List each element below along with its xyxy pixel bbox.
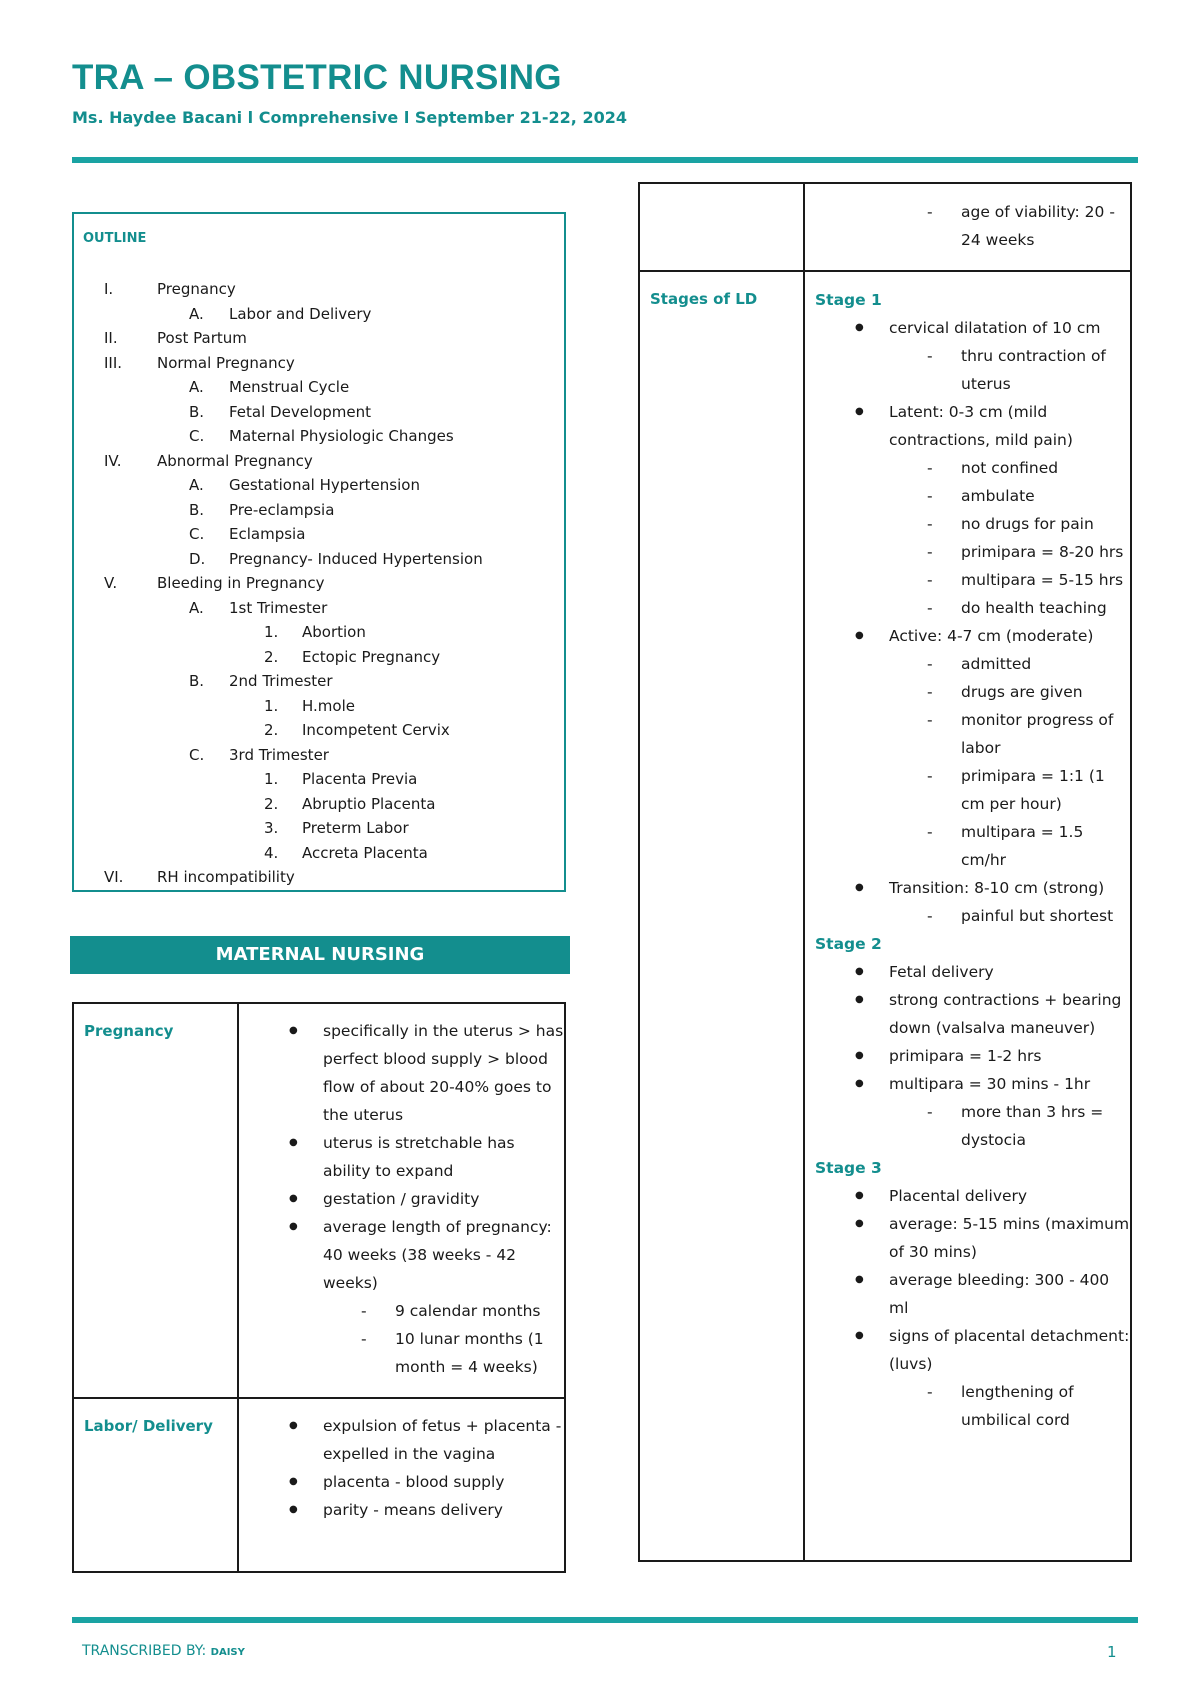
sub-item: - ambulate bbox=[805, 482, 1130, 510]
stage-heading: Stage 2 bbox=[815, 935, 882, 953]
sub-item: - 10 lunar months (1 month = 4 weeks) bbox=[239, 1325, 564, 1381]
bullet-item: ● parity - means delivery bbox=[239, 1496, 564, 1524]
maternal-table bbox=[72, 1002, 566, 1573]
sub-item: - 9 calendar months bbox=[239, 1297, 564, 1325]
stages-notes-list bbox=[805, 286, 1130, 1434]
outline-marker: A. bbox=[189, 304, 204, 323]
outline-marker: B. bbox=[189, 402, 205, 421]
outline-item: Pregnancy- Induced Hypertension bbox=[229, 549, 483, 568]
bullet-item: ● Transition: 8-10 cm (strong) bbox=[805, 874, 1130, 902]
bullet-item: ● Active: 4-7 cm (moderate) bbox=[805, 622, 1130, 650]
table-row bbox=[73, 1003, 565, 1398]
stage-heading: Stage 1 bbox=[815, 291, 882, 309]
outline-item: Abortion bbox=[302, 623, 366, 641]
sub-item: - thru contraction of uterus bbox=[805, 342, 1130, 398]
sub-item: - lengthening of umbilical cord bbox=[805, 1378, 1130, 1434]
bullet-item: ● placenta - blood supply bbox=[239, 1468, 564, 1496]
outline-item: Pre-eclampsia bbox=[229, 500, 335, 519]
sub-item: - primipara = 1:1 (1 cm per hour) bbox=[805, 762, 1130, 818]
table-row bbox=[639, 271, 1131, 1561]
outline-marker: 2. bbox=[264, 647, 279, 666]
outline-item: Pregnancy bbox=[157, 280, 236, 298]
sub-item: - monitor progress of labor bbox=[805, 706, 1130, 762]
outline-item: Maternal Physiologic Changes bbox=[229, 427, 454, 445]
outline-item: 1st Trimester bbox=[229, 598, 328, 617]
bullet-item: ● expulsion of fetus + placenta - expelled in the vagina bbox=[239, 1412, 564, 1468]
header-divider bbox=[72, 157, 1138, 163]
outline-marker: II. bbox=[104, 329, 118, 347]
outline-marker: V. bbox=[104, 574, 118, 592]
outline-marker: B. bbox=[189, 672, 205, 690]
outline-item: Eclampsia bbox=[229, 525, 306, 543]
sub-item: - multipara = 1.5 cm/hr bbox=[805, 818, 1130, 874]
table-row bbox=[639, 183, 1131, 271]
bullet-item: ● gestation / gravidity bbox=[239, 1185, 564, 1213]
outline-marker: C. bbox=[189, 427, 205, 445]
bullet-item: ● signs of placental detachment: (luvs) bbox=[805, 1322, 1130, 1378]
sub-item: - painful but shortest bbox=[805, 902, 1130, 930]
viability-notes-list bbox=[805, 198, 1130, 254]
outline-item: 2nd Trimester bbox=[229, 672, 333, 690]
outline-item: 3rd Trimester bbox=[229, 745, 329, 764]
outline-item: Accreta Placenta bbox=[302, 843, 428, 862]
outline-item: Post Partum bbox=[157, 329, 247, 347]
row-label-stages: Stages of LD bbox=[650, 290, 758, 308]
row-label-empty bbox=[640, 184, 803, 202]
pregnancy-notes-list bbox=[239, 1017, 564, 1381]
outline-item: Incompetent Cervix bbox=[302, 721, 450, 739]
bullet-item: ● primipara = 1-2 hrs bbox=[805, 1042, 1130, 1070]
bullet-item: ● multipara = 30 mins - 1hr bbox=[805, 1070, 1130, 1098]
outline-marker: 1. bbox=[264, 696, 279, 715]
sub-item: - age of viability: 20 - 24 weeks bbox=[805, 198, 1130, 254]
outline-marker: A. bbox=[189, 476, 204, 494]
outline-item: RH incompatibility bbox=[157, 868, 295, 886]
bullet-item: ● Latent: 0-3 cm (mild contractions, mild pain) bbox=[805, 398, 1130, 454]
bullet-item: ● average length of pregnancy: 40 weeks (38 weeks - 42 weeks) bbox=[239, 1213, 564, 1297]
outline-marker: B. bbox=[189, 500, 205, 519]
outline-marker: 1. bbox=[264, 770, 279, 788]
outline-marker: 2. bbox=[264, 721, 279, 739]
footer-credit bbox=[82, 1643, 245, 1659]
sub-item: - multipara = 5-15 hrs bbox=[805, 566, 1130, 594]
outline-item: H.mole bbox=[302, 696, 355, 715]
labor-delivery-notes-list bbox=[239, 1412, 564, 1524]
row-label-pregnancy: Pregnancy bbox=[84, 1022, 174, 1040]
outline-item: Ectopic Pregnancy bbox=[302, 647, 441, 666]
outline-marker: 4. bbox=[264, 843, 279, 862]
outline-marker: 3. bbox=[264, 819, 279, 837]
outline-item: Abnormal Pregnancy bbox=[157, 451, 313, 470]
outline-marker: A. bbox=[189, 598, 204, 617]
outline-item: Placenta Previa bbox=[302, 770, 418, 788]
bullet-item: ● Fetal delivery bbox=[805, 958, 1130, 986]
sub-item: - primipara = 8-20 hrs bbox=[805, 538, 1130, 566]
outline-box bbox=[72, 212, 566, 892]
table-row bbox=[73, 1398, 565, 1572]
outline-item: Menstrual Cycle bbox=[229, 378, 350, 396]
outline-marker: C. bbox=[189, 745, 205, 764]
stage-heading: Stage 3 bbox=[815, 1159, 882, 1177]
outline-item: Bleeding in Pregnancy bbox=[157, 574, 325, 592]
row-label-labor-delivery: Labor/ Delivery bbox=[84, 1417, 213, 1435]
sub-item: - do health teaching bbox=[805, 594, 1130, 622]
bullet-item: ● average bleeding: 300 - 400 ml bbox=[805, 1266, 1130, 1322]
outline-item: Preterm Labor bbox=[302, 819, 409, 837]
outline-item: Normal Pregnancy bbox=[157, 353, 295, 372]
bullet-item: ● specifically in the uterus > has perfect blood supply > blood flow of about 20-40% goes to the uterus bbox=[239, 1017, 564, 1129]
document-subtitle: Ms. Haydee Bacani l Comprehensive l September 21-22, 2024 bbox=[72, 108, 627, 127]
sub-item: - admitted bbox=[805, 650, 1130, 678]
outline-item: Gestational Hypertension bbox=[229, 476, 420, 494]
sub-item: - no drugs for pain bbox=[805, 510, 1130, 538]
outline-item: Abruptio Placenta bbox=[302, 794, 436, 813]
outline-item: Labor and Delivery bbox=[229, 304, 372, 323]
outline-marker: C. bbox=[189, 525, 205, 543]
transcribed-label: TRANSCRIBED BY: bbox=[82, 1643, 207, 1659]
outline-item: Fetal Development bbox=[229, 402, 372, 421]
sub-item: - not confined bbox=[805, 454, 1130, 482]
bullet-item: ● Placental delivery bbox=[805, 1182, 1130, 1210]
sub-item: - drugs are given bbox=[805, 678, 1130, 706]
bullet-item: ● uterus is stretchable has ability to expand bbox=[239, 1129, 564, 1185]
bullet-item: ● cervical dilatation of 10 cm bbox=[805, 314, 1130, 342]
page-number: 1 bbox=[1107, 1643, 1117, 1661]
outline-marker: D. bbox=[189, 549, 206, 568]
footer-divider bbox=[72, 1617, 1138, 1623]
outline-heading: OUTLINE bbox=[83, 231, 147, 246]
section-banner: MATERNAL NURSING bbox=[70, 936, 570, 974]
outline-marker: IV. bbox=[104, 451, 122, 470]
outline-marker: 2. bbox=[264, 794, 279, 813]
transcriber-name: DAISY bbox=[210, 1647, 245, 1658]
stages-table bbox=[638, 182, 1132, 1562]
outline-marker: I. bbox=[104, 280, 114, 298]
bullet-item: ● average: 5-15 mins (maximum of 30 mins) bbox=[805, 1210, 1130, 1266]
outline-marker: VI. bbox=[104, 868, 124, 886]
bullet-item: ● strong contractions + bearing down (valsalva maneuver) bbox=[805, 986, 1130, 1042]
document-title: TRA – OBSTETRIC NURSING bbox=[72, 58, 562, 97]
sub-item: - more than 3 hrs = dystocia bbox=[805, 1098, 1130, 1154]
outline-marker: III. bbox=[104, 353, 123, 372]
outline-marker: A. bbox=[189, 378, 204, 396]
outline-marker: 1. bbox=[264, 623, 279, 641]
